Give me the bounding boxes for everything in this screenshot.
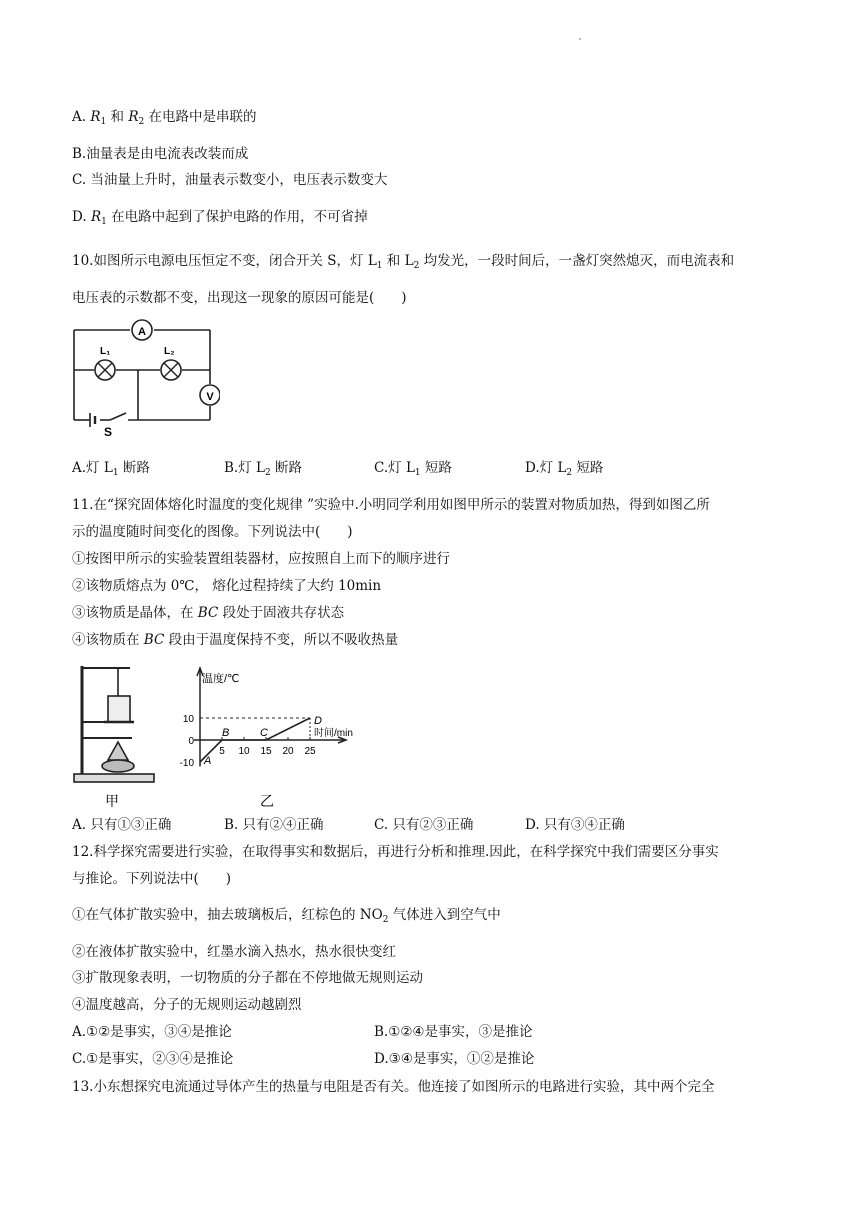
x-tick-label: 5	[219, 746, 225, 757]
q11-option-d: D. 只有③④正确	[525, 817, 625, 833]
svg-text:甲: 甲	[105, 793, 119, 809]
x-tick-label: 10	[238, 746, 250, 757]
q12-statement-3: ③扩散现象表明，一切物质的分子都在不停地做无规则运动	[72, 970, 423, 986]
q13-stem-line1: 13.小东想探究电流通过导体产生的热量与电阻是否有关。他连接了如图所示的电路进行实验，其中两个完全	[72, 1079, 715, 1095]
q10-stem-line2: 电压表的示数都不变，出现这一现象的原因可能是( )	[72, 290, 407, 306]
y-tick-label: 0	[188, 736, 194, 747]
lamp-l2-icon	[161, 360, 181, 380]
q12-option-b: B.①②④是事实，③是推论	[374, 1024, 533, 1040]
q12-statement-4: ④温度越高，分子的无规则运动越剧烈	[72, 997, 302, 1013]
y-tick-label: 10	[182, 714, 194, 725]
q10-option-d: D.灯 $L_2$ 短路	[525, 460, 604, 478]
q10-circuit-diagram	[70, 318, 220, 438]
svg-text:L₁: L₁	[100, 346, 111, 357]
temperature-time-chart	[170, 662, 370, 810]
q9-option-b: B.油量表是由电流表改装而成	[72, 146, 249, 162]
x-axis-label: 时间/min	[314, 728, 353, 739]
q9-option-c: C. 当油量上升时，油量表示数变小，电压表示数变大	[72, 172, 388, 188]
q12-statement-1: ①在气体扩散实验中，抽去玻璃板后，红棕色的 $NO_2$ 气体进入到空气中	[72, 907, 501, 925]
q11-statement-1: ①按图甲所示的实验装置组装器材，应按照自上而下的顺序进行	[72, 551, 450, 567]
q11-statement-4: ④该物质在 BC 段由于温度保持不变，所以不吸收热量	[72, 632, 399, 648]
q11-stem-line2: 示的温度随时间变化的图像。下列说法中( )	[72, 524, 353, 540]
q12-option-c: C.①是事实，②③④是推论	[72, 1051, 234, 1067]
q11-option-a: A. 只有①③正确	[72, 817, 172, 833]
svg-text:A: A	[138, 326, 146, 338]
lamp-l1-icon	[95, 360, 115, 380]
q10-option-b: B.灯 $L_2$ 断路	[224, 460, 303, 478]
q10-option-c: C.灯 $L_1$ 短路	[374, 460, 452, 478]
q11-option-b: B. 只有②④正确	[224, 817, 324, 833]
q9-option-a: A. $R_1$ 和 $R_2$ 在电路中是串联的	[72, 109, 257, 127]
y-axis-label: 温度/℃	[202, 673, 240, 685]
x-tick-label: 20	[282, 746, 294, 757]
point-label-b: B	[222, 727, 230, 739]
q12-statement-2: ②在液体扩散实验中，红墨水滴入热水，热水很快变红	[72, 944, 396, 960]
q11-stem-line1: 11.在“探究固体熔化时温度的变化规律 ”实验中.小明同学利用如图甲所示的装置对物质加热，得到如图乙所	[72, 497, 710, 513]
point-label-a: A	[204, 755, 212, 767]
q11-option-c: C. 只有②③正确	[374, 817, 474, 833]
q12-stem-line1: 12.科学探究需要进行实验，在取得事实和数据后，再进行分析和推理.因此，在科学探究中我们需要区分事实	[72, 844, 719, 860]
heating-apparatus-figure	[70, 656, 165, 811]
q10-stem-line1: 10.如图所示电源电压恒定不变，闭合开关 S，灯 $L_1$ 和 $L_2$ 均发光，一段时间后，一盏灯突然熄灭，而电流表和	[72, 253, 735, 271]
x-tick-label: 15	[260, 746, 272, 757]
q9-option-d: D. $R_1$ 在电路中起到了保护电路的作用，不可省掉	[72, 209, 368, 227]
q11-statement-3: ③该物质是晶体，在 BC 段处于固液共存状态	[72, 605, 345, 621]
q12-option-a: A.①②是事实，③④是推论	[72, 1024, 232, 1040]
q10-option-a: A.灯 $L_1$ 断路	[72, 460, 150, 478]
q11-statement-2: ②该物质熔点为 0℃， 熔化过程持续了大约 10min	[72, 578, 382, 594]
point-label-d: D	[314, 715, 322, 727]
y-tick-label: -10	[179, 758, 194, 769]
q12-stem-line2: 与推论。下列说法中( )	[72, 871, 232, 887]
x-tick-label: 25	[304, 746, 316, 757]
svg-text:S: S	[104, 425, 113, 438]
chart-caption: 乙	[260, 793, 274, 809]
point-label-c: C	[260, 727, 268, 739]
svg-text:V: V	[206, 391, 214, 403]
svg-text:L₂: L₂	[164, 346, 175, 357]
page-mark	[579, 38, 581, 40]
q12-option-d: D.③④是事实，①②是推论	[374, 1051, 535, 1067]
